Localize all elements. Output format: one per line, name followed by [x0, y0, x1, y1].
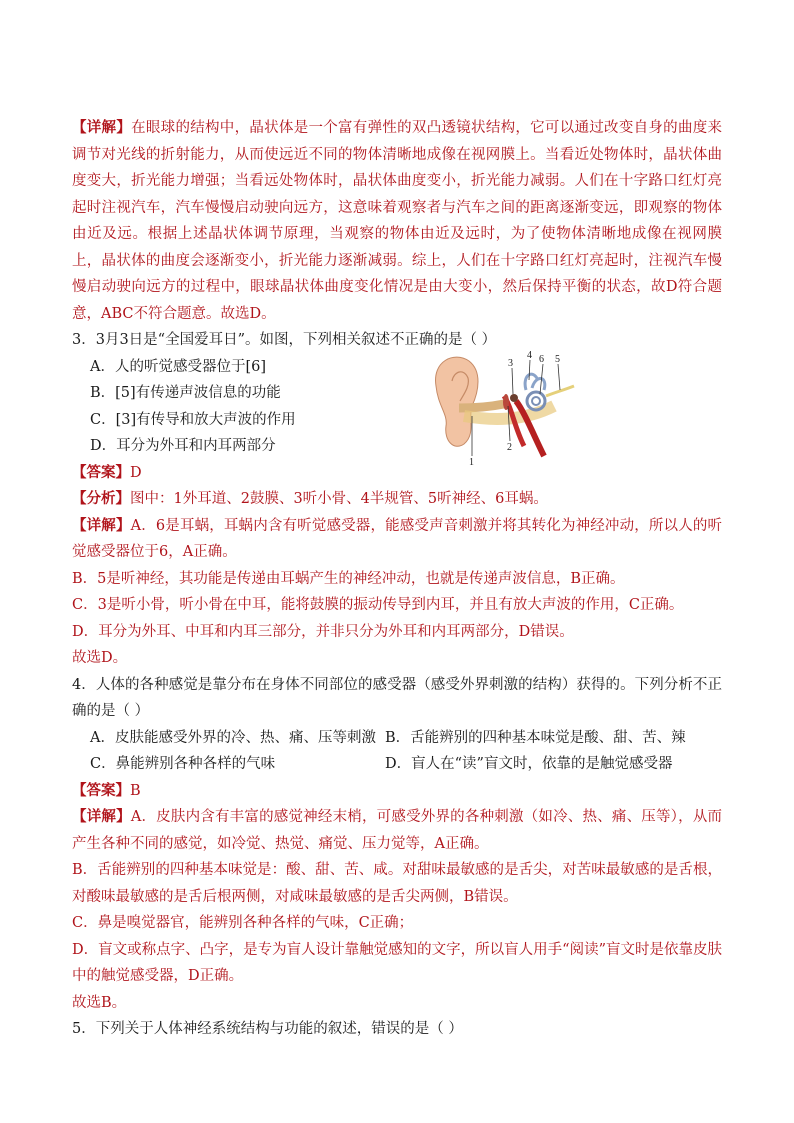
detail-tag: 【详解】	[72, 516, 131, 534]
document-page	[72, 115, 722, 1043]
question-3-detail-b: B．5是听神经，其功能是传递由耳蜗产生的神经冲动，也就是传递声波信息，B正确。	[72, 570, 625, 587]
label-3: 3	[508, 357, 513, 369]
detail-tag: 【详解】	[72, 808, 131, 825]
label-5: 5	[555, 353, 560, 365]
question-3-detail-a	[72, 513, 722, 566]
question-3-analysis	[72, 486, 722, 513]
option-b: B．舌能辨别的四种基本味觉是酸、甜、苦、辣	[385, 729, 686, 746]
question-3-options	[72, 354, 296, 460]
question-3-stem: 3．3月3日是“全国爱耳日”。如图，下列相关叙述不正确的是（ ）	[72, 332, 497, 348]
option-a: A．皮肤能感受外界的冷、热、痛、压等刺激	[90, 729, 376, 746]
question-4-detail-d: D．盲文或称点字、凸字，是专为盲人设计靠触觉感知的文字，所以盲人用手“阅读”盲文时是依靠皮肤中的触觉感受器，D正确。	[72, 941, 722, 984]
question-5-stem: 5．下列关于人体神经系统结构与功能的叙述，错误的是（ ）	[72, 1021, 463, 1037]
explanation-text: 在眼球的结构中，晶状体是一个富有弹性的双凸透镜状结构，它可以通过改变自身的曲度来调节对光线的折射能力，从而使远近不同的物体清晰地成像在视网膜上。当看近处物体时，晶状体曲度变大，折光能力增强；当看远处物体时，晶状体曲度变小，折光能力减弱。人们在十字路口红灯亮起时注视汽车，汽车慢慢启动驶向远方，这意味着观察者与汽车之间的距离逐渐变远，即观察的物体由近及远。根据上述晶状体调节原理，当观察的物体由近及远时，为了使物体清晰地成像在视网膜上，晶状体的曲度会逐渐变小，折光能力逐渐减弱。综上，人们在十字路口红灯亮起时，注视汽车慢慢启动驶向远方的过程中，眼球晶状体曲度变化情况是由大变小，然后保持平衡的状态，故D符合题意，ABC不符合题意。故选D。	[72, 120, 723, 322]
question-4-options	[72, 725, 722, 778]
label-2: 2	[507, 441, 512, 453]
answer-value: B	[130, 782, 141, 799]
question-3-answer	[72, 460, 722, 487]
question-4-stem: 4．人体的各种感觉是靠分布在身体不同部位的感受器（感受外界刺激的结构）获得的。下列分析不正确的是（ ）	[72, 676, 722, 719]
detail-text: A．皮肤内含有丰富的感觉神经末梢，可感受外界的各种刺激（如冷、热、痛、压等），从而产生各种不同的感觉，如冷觉、热觉、痛觉、压力觉等，A正确。	[72, 809, 723, 852]
label-1: 1	[469, 456, 474, 466]
analysis-text: 图中：1外耳道、2鼓膜、3听小骨、4半规管、5听神经、6耳蜗。	[130, 491, 548, 507]
label-4: 4	[527, 349, 532, 361]
detail-text: A．6是耳蜗，耳蜗内含有听觉感受器，能感受声音刺激并将其转化为神经冲动，所以人的听觉感受器位于6，A正确。	[72, 517, 722, 560]
option-d: D．盲人在“读”盲文时，依靠的是触觉感受器	[385, 756, 673, 772]
question-3-detail-d: D．耳分为外耳、中耳和内耳三部分，并非只分为外耳和内耳两部分，D错误。	[72, 623, 574, 640]
option-c: C．鼻能辨别各种各样的气味	[90, 756, 276, 772]
question-4-conclusion: 故选B。	[72, 994, 127, 1011]
question-4-detail-b: B．舌能辨别的四种基本味觉是：酸、甜、苦、咸。对甜味最敏感的是舌尖，对苦味最敏感的是舌根，对酸味最敏感的是舌后根两侧，对咸味最敏感的是舌尖两侧，B错误。	[72, 862, 722, 905]
option-b: B．[5]有传递声波信息的功能	[90, 385, 281, 401]
answer-tag: 【答案】	[72, 781, 130, 799]
question-3-conclusion: 故选D。	[72, 650, 128, 666]
option-d: D．耳分为外耳和内耳两部分	[90, 438, 276, 454]
explanation-paragraph	[72, 115, 722, 327]
question-4-detail-c: C．鼻是嗅觉器官，能辨别各种各样的气味，C正确；	[72, 915, 414, 931]
question-4-detail-a	[72, 804, 722, 857]
option-c: C．[3]有传导和放大声波的作用	[90, 411, 296, 428]
detail-tag: 【详解】	[72, 119, 132, 136]
answer-tag: 【答案】	[72, 463, 130, 481]
ear-diagram	[424, 346, 594, 466]
question-3-body	[72, 349, 722, 466]
answer-value: D	[130, 464, 142, 481]
analysis-tag: 【分析】	[72, 490, 130, 507]
question-4-answer	[72, 778, 722, 805]
option-a: A．人的听觉感受器位于[6]	[90, 358, 267, 375]
label-6: 6	[539, 353, 544, 365]
question-3-detail-c: C．3是听小骨，听小骨在中耳，能将鼓膜的振动传导到内耳，并且有放大声波的作用，C正确。	[72, 597, 684, 613]
